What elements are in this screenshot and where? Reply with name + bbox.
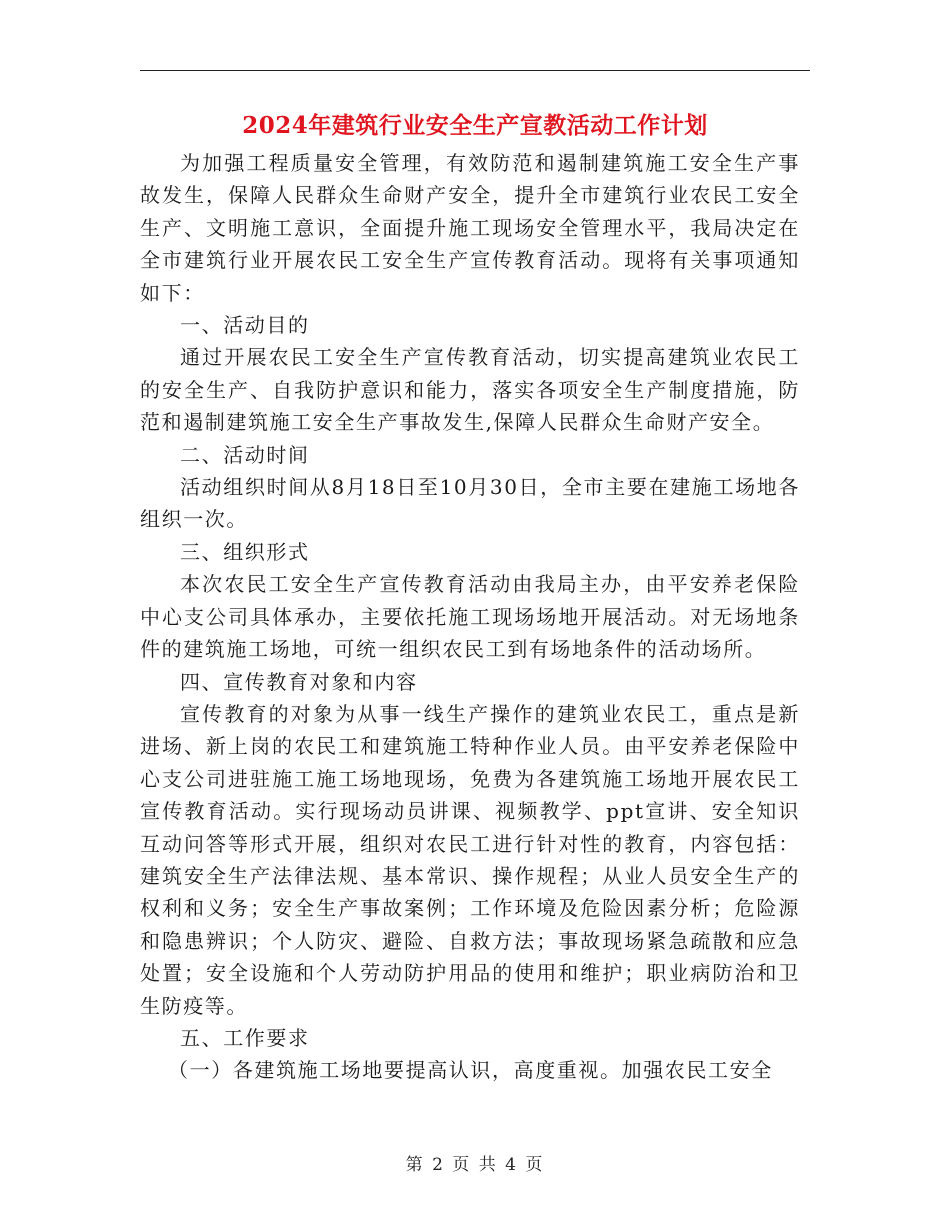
document-title: 2024年建筑行业安全生产宣教活动工作计划 [242, 112, 708, 139]
page-number: 第 2 页 共 4 页 [405, 1155, 545, 1175]
section-heading-purpose: 一、活动目的 [180, 313, 310, 338]
time-paragraph: 活动组织时间从8月18日至10月30日，全市主要在建施工场地各组织一次。 [140, 475, 800, 532]
document-body [140, 147, 800, 1087]
purpose-paragraph: 通过开展农民工安全生产宣传教育活动，切实提高建筑业农民工的安全生产、自我防护意识和能力，落实各项安全生产制度措施，防范和遏制建筑施工安全生产事故发生,保障人民群众生命财产安全。 [140, 345, 800, 435]
intro-paragraph: 为加强工程质量安全管理，有效防范和遏制建筑施工安全生产事故发生，保障人民群众生命财产安全，提升全市建筑行业农民工安全生产、文明施工意识，全面提升施工现场安全管理水平，我局决定在全市建筑行业开展农民工安全生产宣传教育活动。现将有关事项通知如下： [140, 151, 800, 305]
section-heading-form: 三、组织形式 [180, 539, 310, 564]
section-heading-content: 四、宣传教育对象和内容 [180, 669, 418, 694]
header-rule [140, 70, 810, 71]
requirement-item-1: （一）各建筑施工场地要提高认识，高度重视。加强农民工安全 [168, 1058, 773, 1083]
form-paragraph: 本次农民工安全生产宣传教育活动由我局主办，由平安养老保险中心支公司具体承办，主要依托施工现场场地开展活动。对无场地条件的建筑施工场地，可统一组织农民工到有场地条件的活动场所。 [140, 572, 800, 662]
section-heading-requirements: 五、工作要求 [180, 1025, 310, 1050]
section-heading-time: 二、活动时间 [180, 442, 310, 467]
content-paragraph: 宣传教育的对象为从事一线生产操作的建筑业农民工，重点是新进场、新上岗的农民工和建筑施工特种作业人员。由平安养老保险中心支公司进驻施工施工场地现场，免费为各建筑施工场地开展农民工宣传教育活动。实行现场动员讲课、视频教学、ppt宣讲、安全知识互动问答等形式开展，组织对农民工进行针对性的教育，内容包括：建筑安全生产法律法规、基本常识、操作规程；从业人员安全生产的权利和义务；安全生产事故案例；工作环境及危险因素分析；危险源和隐患辨识；个人防灾、避险、自救方法；事故现场紧急疏散和应急处置；安全设施和个人劳动防护用品的使用和维护；职业病防治和卫生防疫等。 [140, 701, 800, 1018]
